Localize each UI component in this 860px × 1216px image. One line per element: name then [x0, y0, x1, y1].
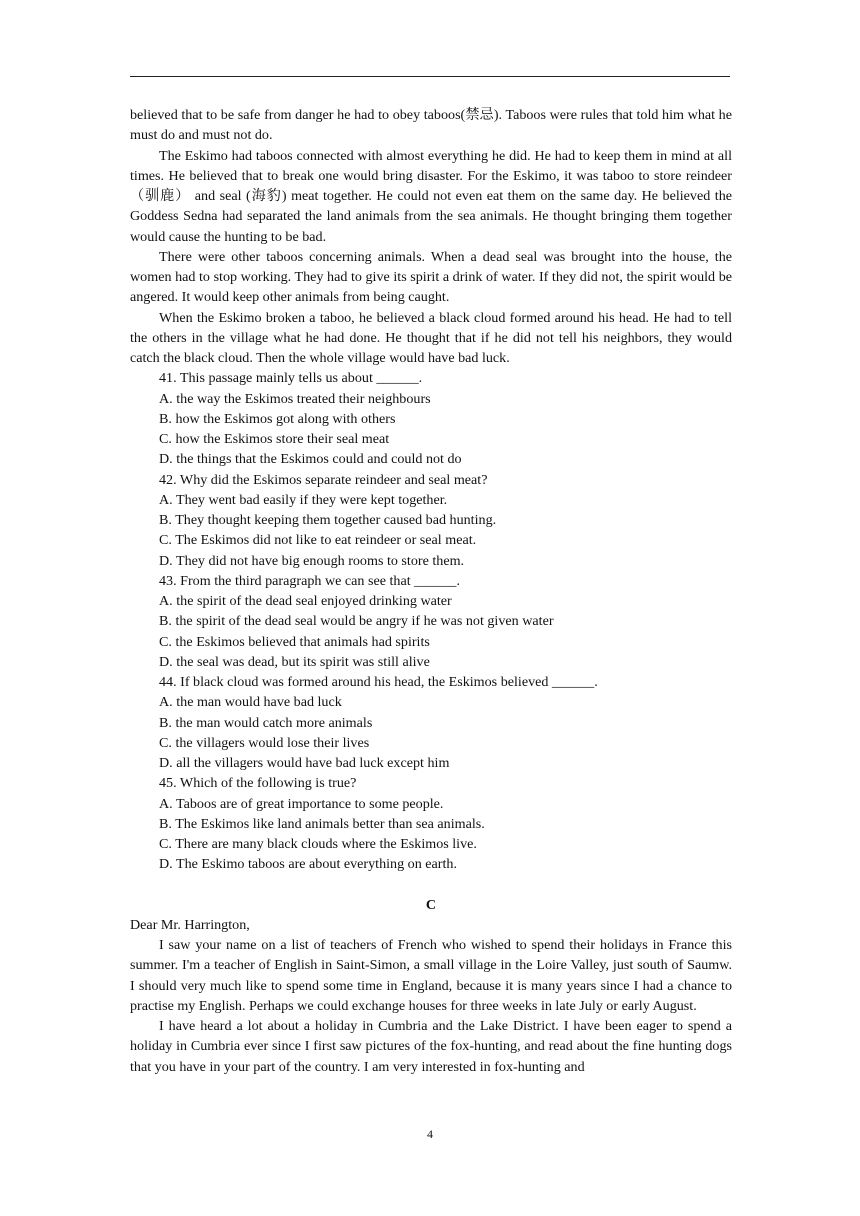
paragraph-animals: There were other taboos concerning animals. When a dead seal was brought into the house, the women had to stop working. They had to give its spirit a drink of water. If they did not, the spirit would be angered. It would keep other animals from being caught. [130, 248, 732, 306]
paragraph-taboos: The Eskimo had taboos connected with almost everything he did. He had to keep them in mind at all times. He believed that to break one would bring disaster. For the Eskimo, it was taboo to store reindeer（驯鹿） and seal (海豹) meat together. He could not even eat them on the same day. He believed the Goddess Sedna had separated the land animals from the sea animals. He thought bringing them together would cause the hunting to be bad. [130, 147, 732, 245]
option-c: C. the villagers would lose their lives [159, 734, 370, 751]
letter-paragraph: I have heard a lot about a holiday in Cumbria and the Lake District. I have been eager to spend a holiday in Cumbria ever since I first saw pictures of the fox-hunting, and read about the fine hunting dogs that you have in your part of the country. I am very interested in fox-hunting and [130, 1018, 732, 1075]
header-rule [130, 76, 730, 77]
option-a: A. They went bad easily if they were kept together. [159, 491, 448, 508]
question-stem: 41. This passage mainly tells us about ______. [159, 370, 423, 387]
letter-salutation: Dear Mr. Harrington, [130, 916, 250, 933]
option-a: A. the way the Eskimos treated their neighbours [159, 390, 431, 407]
letter-paragraph: I saw your name on a list of teachers of French who wished to spend their holidays in France this summer. I'm a teacher of English in Saint-Simon, a small village in the Loire Valley, just south of Saumw. I should very much like to spend some time in England, because it is many years since I had a chance to practise my English. Perhaps we could exchange houses for three weeks in late July or early August. [130, 937, 732, 1014]
page-content [130, 105, 732, 1077]
option-b: B. how the Eskimos got along with others [159, 410, 396, 427]
option-a: A. the man would have bad luck [159, 694, 342, 711]
question-stem: 43. From the third paragraph we can see that ______. [159, 572, 460, 589]
option-b: B. the spirit of the dead seal would be angry if he was not given water [159, 613, 554, 630]
option-b: B. The Eskimos like land animals better than sea animals. [159, 815, 485, 832]
question-41 [130, 368, 732, 469]
option-c: C. how the Eskimos store their seal meat [159, 431, 390, 447]
question-stem: 44. If black cloud was formed around his head, the Eskimos believed ______. [159, 674, 598, 690]
option-a: A. the spirit of the dead seal enjoyed drinking water [159, 593, 452, 609]
option-d: D. They did not have big enough rooms to store them. [159, 552, 465, 569]
option-d: D. the seal was dead, but its spirit was still alive [159, 653, 430, 670]
option-c: C. The Eskimos did not like to eat reindeer or seal meat. [159, 532, 477, 549]
question-stem: 45. Which of the following is true? [159, 775, 357, 792]
option-b: B. the man would catch more animals [159, 714, 373, 731]
option-d: D. the things that the Eskimos could and could not do [159, 451, 462, 468]
page-number: 4 [427, 1127, 433, 1141]
section-heading: C [425, 896, 437, 913]
option-a: A. Taboos are of great importance to some people. [159, 795, 444, 812]
option-b: B. They thought keeping them together caused bad hunting. [159, 512, 497, 528]
question-stem: 42. Why did the Eskimos separate reindeer and seal meat? [159, 471, 488, 488]
option-d: D. all the villagers would have bad luck except him [159, 755, 450, 771]
paragraph-black-cloud: When the Eskimo broken a taboo, he believed a black cloud formed around his head. He had to tell the others in the village what he had done. He thought that if he did not tell his neighbors, they would catch the black cloud. Then the whole village would have bad luck. [130, 309, 732, 366]
option-c: C. the Eskimos believed that animals had spirits [159, 633, 430, 650]
option-c: C. There are many black clouds where the Eskimos live. [159, 836, 477, 852]
question-44 [130, 672, 732, 773]
question-45 [130, 773, 732, 874]
option-d: D. The Eskimo taboos are about everything on earth. [159, 856, 457, 873]
question-42 [130, 470, 732, 571]
paragraph-continued: believed that to be safe from danger he had to obey taboos(禁忌). Taboos were rules that told him what he must do and must not do. [130, 107, 732, 144]
question-43 [130, 571, 732, 672]
